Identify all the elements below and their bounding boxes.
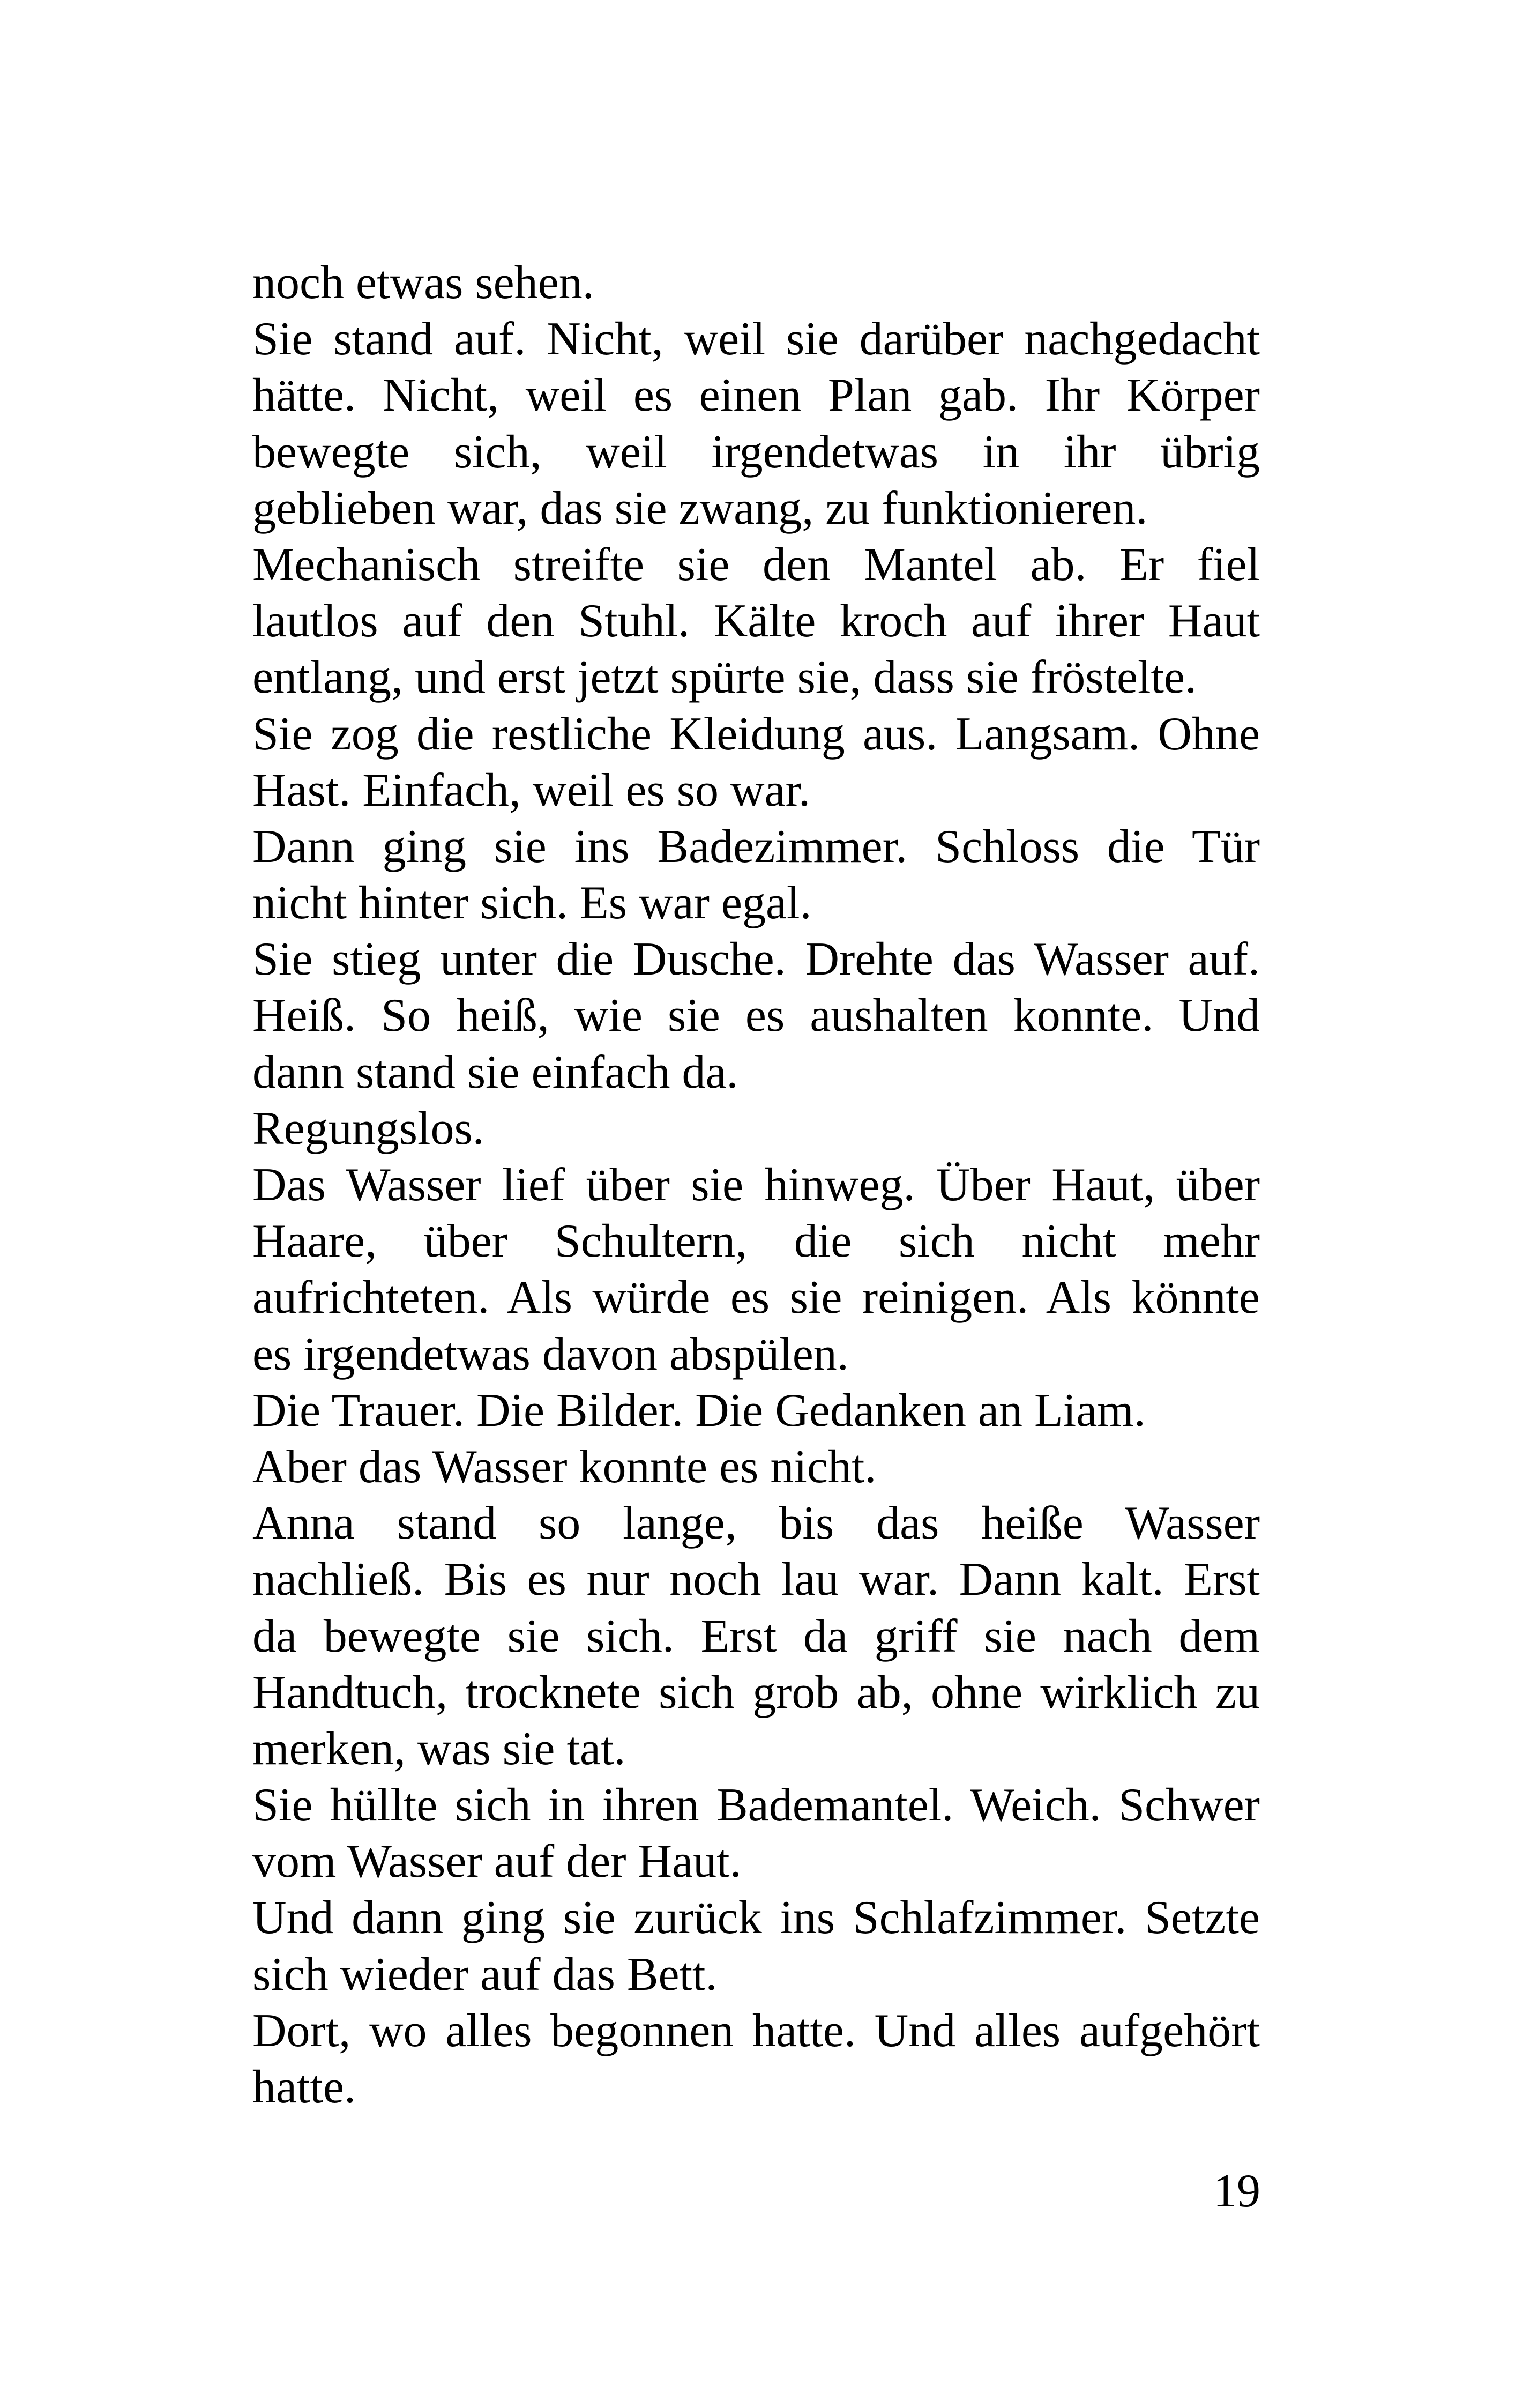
- text-line: hätte. Nicht, weil es einen Plan gab. Ihr Körper: [252, 369, 1260, 422]
- text-line: nicht hinter sich. Es war egal.: [252, 877, 812, 930]
- text-line: aufrichteten. Als würde es sie reinigen. Als könnte: [252, 1272, 1260, 1324]
- text-line: nachließ. Bis es nur noch lau war. Dann kalt. Erst: [252, 1554, 1260, 1606]
- text-line: es irgendetwas davon abspülen.: [252, 1328, 849, 1380]
- text-line: Sie zog die restliche Kleidung aus. Langsam. Ohne: [252, 708, 1260, 760]
- text-line: Aber das Wasser konnte es nicht.: [252, 1440, 877, 1493]
- text-line: merken, was sie tat.: [252, 1722, 626, 1775]
- text-line: Regungslos.: [252, 1102, 484, 1155]
- text-line: Und dann ging sie zurück ins Schlafzimmer. Setzte: [252, 1892, 1260, 1944]
- text-line: geblieben war, das sie zwang, zu funktionieren.: [252, 482, 1148, 534]
- text-line: Anna stand so lange, bis das heiße Wasser: [252, 1497, 1260, 1550]
- text-line: Das Wasser lief über sie hinweg. Über Haut, über: [252, 1159, 1260, 1211]
- text-line: Dort, wo alles begonnen hatte. Und alles aufgehört: [252, 2004, 1260, 2057]
- text-line: Sie stieg unter die Dusche. Drehte das Wasser auf.: [252, 933, 1260, 986]
- text-line: bewegte sich, weil irgendetwas in ihr übrig: [252, 426, 1260, 478]
- text-line: da bewegte sie sich. Erst da griff sie nach dem: [252, 1610, 1260, 1662]
- text-line: lautlos auf den Stuhl. Kälte kroch auf ihrer Haut: [252, 595, 1260, 648]
- text-line: hatte.: [252, 2061, 356, 2113]
- text-line: Hast. Einfach, weil es so war.: [252, 764, 811, 816]
- body-text: [252, 255, 1260, 2115]
- text-line: sich wieder auf das Bett.: [252, 1948, 718, 2001]
- page-number: 19: [1213, 2165, 1260, 2217]
- text-line: Die Trauer. Die Bilder. Die Gedanken an Liam.: [252, 1384, 1146, 1437]
- text-line: Handtuch, trocknete sich grob ab, ohne wirklich zu: [252, 1666, 1260, 1719]
- text-line: noch etwas sehen.: [252, 257, 594, 309]
- text-line: entlang, und erst jetzt spürte sie, dass sie fröstelte.: [252, 651, 1197, 704]
- text-line: dann stand sie einfach da.: [252, 1046, 738, 1098]
- text-line: Dann ging sie ins Badezimmer. Schloss die Tür: [252, 820, 1260, 873]
- text-line: vom Wasser auf der Haut.: [252, 1835, 742, 1888]
- text-line: Sie hüllte sich in ihren Bademantel. Weich. Schwer: [252, 1779, 1260, 1832]
- text-line: Heiß. So heiß, wie sie es aushalten konnte. Und: [252, 990, 1260, 1042]
- text-line: Haare, über Schultern, die sich nicht mehr: [252, 1215, 1260, 1268]
- text-line: Sie stand auf. Nicht, weil sie darüber nachgedacht: [252, 313, 1260, 366]
- text-line: Mechanisch streifte sie den Mantel ab. Er fiel: [252, 538, 1260, 591]
